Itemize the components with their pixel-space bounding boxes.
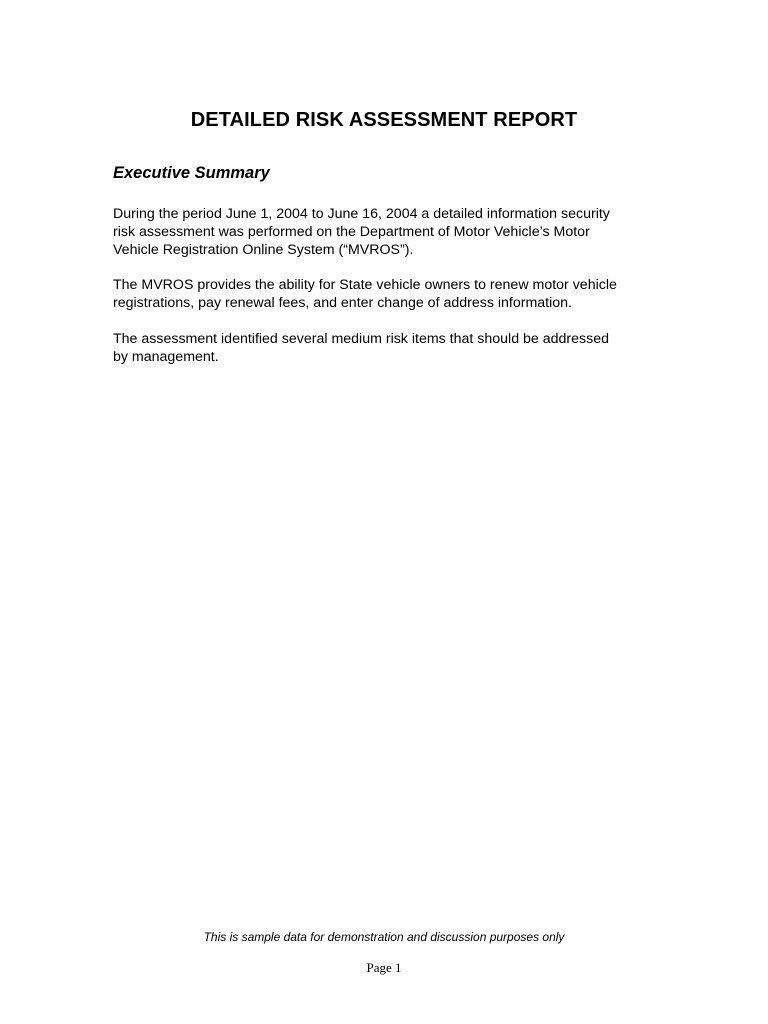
footer-disclaimer: This is sample data for demonstration and discussion purposes only [203,930,565,944]
paragraph-line: Vehicle Registration Online System (“MVROS”). [113,242,414,258]
paragraph-line: registrations, pay renewal fees, and enter change of address information. [113,295,572,311]
paragraph-line: During the period June 1, 2004 to June 16, 2004 a detailed information security [113,206,610,222]
paragraph-line: The MVROS provides the ability for State vehicle owners to renew motor vehicle [113,277,617,293]
paragraph-line: risk assessment was performed on the Department of Motor Vehicle’s Motor [113,224,590,240]
report-title: DETAILED RISK ASSESSMENT REPORT [190,109,578,131]
paragraph-line: The assessment identified several medium risk items that should be addressed [113,331,610,347]
summary-paragraph-period [113,205,658,259]
paragraph-line: by management. [113,349,219,365]
summary-paragraph-mvros [113,276,658,312]
executive-summary-heading: Executive Summary [113,164,270,182]
summary-paragraph-findings [113,330,658,366]
page-number: Page 1 [366,960,402,975]
